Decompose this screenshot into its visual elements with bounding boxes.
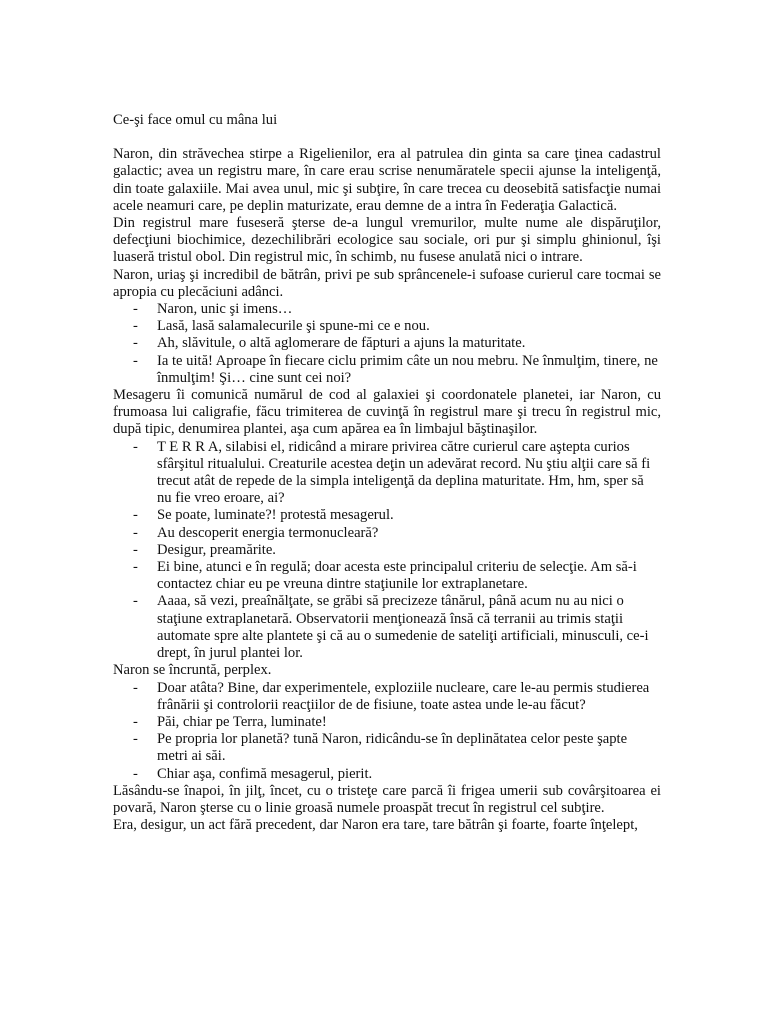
- dialog-line: [113, 318, 661, 335]
- dialog-line: [113, 542, 661, 559]
- dialog-list: [113, 439, 661, 663]
- dash-bullet: -: [133, 507, 138, 524]
- paragraph: Lăsându-se înapoi, în jilţ, încet, cu o tristeţe care parcă îi frigea umerii sub covârşitoarea ei povară, Naron şterse cu o linie groasă numele proaspăt trecut în registrul cel subţire.: [113, 782, 661, 816]
- dialog-line: [113, 439, 661, 508]
- dash-bullet: -: [133, 318, 138, 335]
- dialog-line: [113, 766, 661, 783]
- dialog-line: [113, 301, 661, 318]
- dialog-text: Se poate, luminate?! protestă mesagerul.: [157, 507, 394, 524]
- dialog-line: [113, 507, 661, 524]
- dash-bullet: -: [133, 524, 138, 541]
- dialog-text: Ah, slăvitule, o altă aglomerare de făpturi a ajuns la maturitate.: [157, 335, 526, 352]
- document-title: Ce-şi face omul cu mâna lui: [113, 112, 278, 128]
- dialog-line: [113, 335, 661, 352]
- dialog-line: [113, 680, 661, 714]
- dialog-text: Lasă, lasă salamalecurile şi spune-mi ce e nou.: [157, 318, 430, 335]
- paragraph: Naron, uriaş şi incredibil de bătrân, privi pe sub sprâncenele-i sufoase curierul care tocmai se apropia cu plecăciuni adânci.: [113, 266, 661, 300]
- dash-bullet: -: [133, 301, 138, 318]
- dialog-line: [113, 525, 661, 542]
- dialog-line: [113, 559, 661, 593]
- paragraph: Naron se încruntă, perplex.: [113, 662, 272, 679]
- dash-bullet: -: [133, 541, 138, 558]
- dialog-list: [113, 301, 661, 387]
- dialog-text: Păi, chiar pe Terra, luminate!: [157, 713, 327, 730]
- dialog-line: [113, 714, 661, 731]
- dialog-text: Naron, unic şi imens…: [157, 301, 293, 318]
- dialog-text: T E R R A, silabisi el, ridicând a mirare privirea către curierul care aştepta curios sfârşitul ritualului. Creaturile acestea deţin un adevărat record. Nu ştiu alţii care să fi trecut atât de repede de la simpla inteligenţă da deplina maturitate. Hm, hm, sper să nu fie vreo eroare, ai?: [157, 438, 651, 507]
- paragraph: Era, desigur, un act fără precedent, dar Naron era tare, tare bătrân şi foarte, foarte înţelept,: [113, 817, 638, 834]
- dialog-text: Desigur, preamărite.: [157, 541, 276, 558]
- paragraph: Naron, din străvechea stirpe a Rigelienilor, era al patrulea din ginta sa care ţinea cadastrul galactic; avea un registru mare, în care erau scrise nenumăratele specii ajunse la inteligenţă, din toate galaxiile. Mai avea unul, mic şi subţire, în care trecea cu deosebită satisfacţie numai acele neamuri care, pe deplin maturizate, erau demne de a intra în Federaţia Galactică.: [113, 146, 661, 214]
- dialog-line: [113, 353, 661, 387]
- dash-bullet: -: [133, 559, 138, 576]
- dash-bullet: -: [133, 679, 138, 696]
- dash-bullet: -: [133, 765, 138, 782]
- dialog-text: Au descoperit energia termonucleară?: [157, 524, 379, 541]
- dialog-text: Pe propria lor planetă? tună Naron, ridicându-se în deplinătatea celor peste şapte metri ai săi.: [157, 731, 628, 765]
- dialog-text: Ia te uită! Aproape în fiecare ciclu primim câte un nou mebru. Ne înmulţim, tinere, ne înmulţim! Şi… cine sunt cei noi?: [157, 352, 658, 386]
- dialog-line: [113, 731, 661, 765]
- dash-bullet: -: [133, 438, 138, 455]
- dash-bullet: -: [133, 593, 138, 610]
- dialog-list: [113, 680, 661, 783]
- document-body: [113, 112, 661, 834]
- dialog-text: Doar atâta? Bine, dar experimentele, exploziile nucleare, care le-au permis studierea frânării şi controlorii reacţiilor de de fisiune, toate astea unde le-au făcut?: [157, 679, 650, 713]
- dialog-text: Ei bine, atunci e în regulă; doar acesta este principalul criteriu de selecţie. Am să-i contactez chiar eu pe vreuna dintre staţiunile lor extraplanetare.: [157, 559, 637, 593]
- paragraph: Din registrul mare fuseseră şterse de-a lungul vremurilor, multe nume ale dispăruţilor, defecţiuni biochimice, dezechilibrări ecologice sau sociale, ori pur şi simplu ghinionul, îşi luaseră tristul obol. Din registrul mic, în schimb, nu fusese anulată nici o intrare.: [113, 215, 661, 266]
- dash-bullet: -: [133, 335, 138, 352]
- dialog-text: Chiar aşa, confimă mesagerul, pierit.: [157, 765, 373, 782]
- dialog-line: [113, 593, 661, 662]
- dash-bullet: -: [133, 713, 138, 730]
- dash-bullet: -: [133, 731, 138, 748]
- dash-bullet: -: [133, 352, 138, 369]
- dialog-text: Aaaa, să vezi, preaînălţate, se grăbi să precizeze tânărul, până acum nu au nici o staţiune extraplanetară. Observatorii menţionează însă că terranii au trimis staţii automate spre alte plantete şi că au o sumedenie de sateliţi artificiali, minusculi, ce-i drept, în jurul plantei lor.: [157, 593, 649, 662]
- paragraph: Mesageru îi comunică numărul de cod al galaxiei şi coordonatele planetei, iar Naron, cu frumoasa lui caligrafie, făcu trimiterea de cuvinţă în registrul mare şi trecu în registrul mic, după tipic, denumirea plantei, aşa cum apărea ea în limbajul băştinaşilor.: [113, 387, 661, 438]
